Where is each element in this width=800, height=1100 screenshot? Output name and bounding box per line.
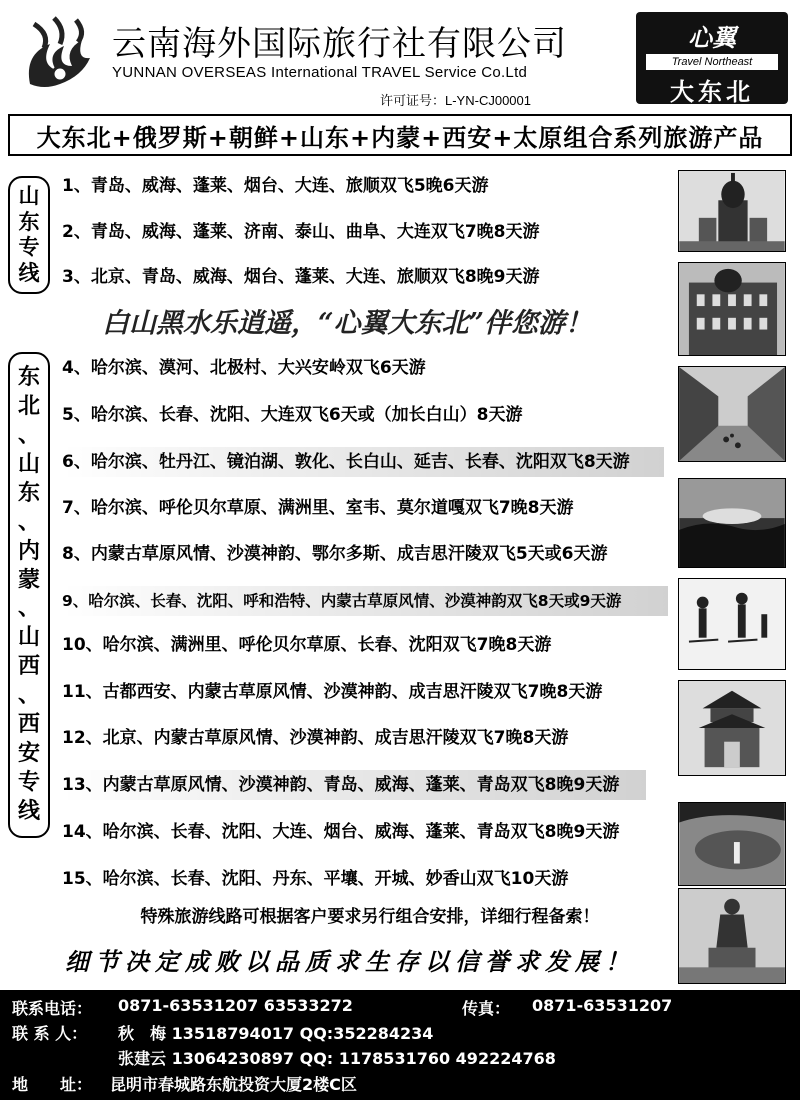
route-item: 6、哈尔滨、牡丹江、镜泊湖、敦化、长白山、延吉、长春、沈阳双飞8天游 bbox=[62, 447, 664, 477]
side-label-char: 蒙 bbox=[17, 567, 40, 593]
side-label-char: 西 bbox=[17, 654, 40, 680]
photo-pagoda-gate bbox=[678, 680, 786, 776]
side-label-char: 东 bbox=[17, 480, 40, 506]
route-item: 1、青岛、威海、蓬莱、烟台、大连、旅顺双飞5晚6天游 bbox=[62, 176, 489, 196]
route-item: 15、哈尔滨、长春、沈阳、丹东、平壤、开城、妙香山双飞10天游 bbox=[62, 869, 569, 889]
photo-cathedral bbox=[678, 170, 786, 252]
route-item: 7、哈尔滨、呼伦贝尔草原、满洲里、室韦、莫尔道嘎双飞7晚8天游 bbox=[62, 498, 574, 518]
brand-top-text: 心翼 bbox=[688, 23, 736, 52]
company-logo-icon bbox=[20, 14, 102, 100]
side-label-char: 安 bbox=[17, 740, 40, 766]
title-bar bbox=[8, 114, 792, 156]
fax-number: 0871-63531207 bbox=[532, 996, 673, 1015]
side-label-shandong bbox=[8, 176, 50, 294]
contact-person-1: 秋 梅 13518794017 QQ:352284234 bbox=[118, 1024, 434, 1043]
photo-street bbox=[678, 366, 786, 462]
side-label-char: 内 bbox=[17, 538, 40, 564]
contact-person-2: 张建云 13064230897 QQ: 1178531760 492224768 bbox=[118, 1049, 556, 1068]
side-label-char: 山 bbox=[18, 184, 40, 209]
footer-contact bbox=[0, 990, 800, 1100]
route-item: 4、哈尔滨、漠河、北极村、大兴安岭双飞6天游 bbox=[62, 358, 426, 378]
brand-bottom-text: 大东北 bbox=[670, 77, 754, 104]
side-label-char: 山 bbox=[17, 625, 40, 651]
side-label-char: 线 bbox=[17, 798, 40, 824]
route-item: 11、古都西安、内蒙古草原风情、沙漠神韵、成吉思汗陵双飞7晚8天游 bbox=[62, 682, 603, 702]
side-label-char: 专 bbox=[17, 769, 40, 795]
side-label-char: 西 bbox=[17, 711, 40, 737]
side-label-northeast bbox=[8, 352, 50, 838]
route-item: 8、内蒙古草原风情、沙漠神韵、鄂尔多斯、成吉思汗陵双飞5天或6天游 bbox=[62, 544, 608, 564]
special-note: 特殊旅游线路可根据客户要求另行组合安排，详细行程备索！ bbox=[140, 907, 600, 927]
route-item: 13、内蒙古草原风情、沙漠神韵、青岛、威海、蓬莱、青岛双飞8晚9天游 bbox=[62, 770, 646, 800]
side-label-char: 山 bbox=[17, 452, 40, 478]
photo-skiing bbox=[678, 578, 786, 670]
company-name-en: YUNNAN OVERSEAS International TRAVEL Service Co.Ltd bbox=[112, 64, 528, 81]
side-label-char: 北 bbox=[17, 394, 40, 420]
side-label-char: 、 bbox=[17, 683, 40, 709]
photo-european-building bbox=[678, 262, 786, 356]
side-label-char: 东 bbox=[18, 209, 40, 234]
side-label-char: 专 bbox=[18, 235, 40, 260]
photo-lake bbox=[678, 802, 786, 886]
phone-numbers: 0871-63531207 63533272 bbox=[118, 996, 353, 1015]
route-item: 2、青岛、威海、蓬莱、济南、泰山、曲阜、大连双飞7晚8天游 bbox=[62, 222, 540, 242]
brand-badge bbox=[636, 12, 788, 104]
header bbox=[0, 0, 800, 110]
slogan-main: 白山黑水乐逍遥，“心翼大东北”伴您游！ bbox=[101, 308, 593, 339]
company-name-cn: 云南海外国际旅行社有限公司 bbox=[112, 24, 567, 64]
side-label-char: 线 bbox=[18, 260, 40, 285]
side-label-char: 、 bbox=[17, 596, 40, 622]
route-item: 14、哈尔滨、长春、沈阳、大连、烟台、威海、蓬莱、青岛双飞8晚9天游 bbox=[62, 822, 620, 842]
route-item: 12、北京、内蒙古草原风情、沙漠神韵、成吉思汗陵双飞7晚8天游 bbox=[62, 728, 569, 748]
route-item: 9、哈尔滨、长春、沈阳、呼和浩特、内蒙古草原风情、沙漠神韵双飞8天或9天游 bbox=[62, 586, 668, 616]
photo-statue bbox=[678, 888, 786, 984]
side-label-char: 东 bbox=[17, 365, 40, 391]
route-item: 5、哈尔滨、长春、沈阳、大连双飞6天或（加长白山）8天游 bbox=[62, 405, 523, 425]
page-title: 大东北+俄罗斯+朝鲜+山东+内蒙+西安+太原组合系列旅游产品 bbox=[36, 123, 764, 152]
side-label-char: 、 bbox=[17, 423, 40, 449]
phone-label: 联系电话： bbox=[12, 999, 93, 1018]
photo-sunset-landscape bbox=[678, 478, 786, 568]
brand-middle-text: Travel Northeast bbox=[646, 54, 778, 70]
address-label: 地 址： bbox=[12, 1075, 93, 1094]
fax-label: 传真： bbox=[462, 999, 511, 1018]
address-value: 昆明市春城路东航投资大厦2楼C区 bbox=[110, 1075, 357, 1094]
route-item: 10、哈尔滨、满洲里、呼伦贝尔草原、长春、沈阳双飞7晚8天游 bbox=[62, 635, 552, 655]
slogan-motto: 细节决定成败以品质求生存以信誉求发展！ bbox=[65, 947, 635, 976]
side-label-char: 、 bbox=[17, 509, 40, 535]
contact-label: 联 系 人： bbox=[12, 1024, 88, 1043]
route-item: 3、北京、青岛、威海、烟台、蓬莱、大连、旅顺双飞8晚9天游 bbox=[62, 267, 540, 287]
license-number: 许可证号：L-YN-CJ00001 bbox=[380, 93, 531, 108]
